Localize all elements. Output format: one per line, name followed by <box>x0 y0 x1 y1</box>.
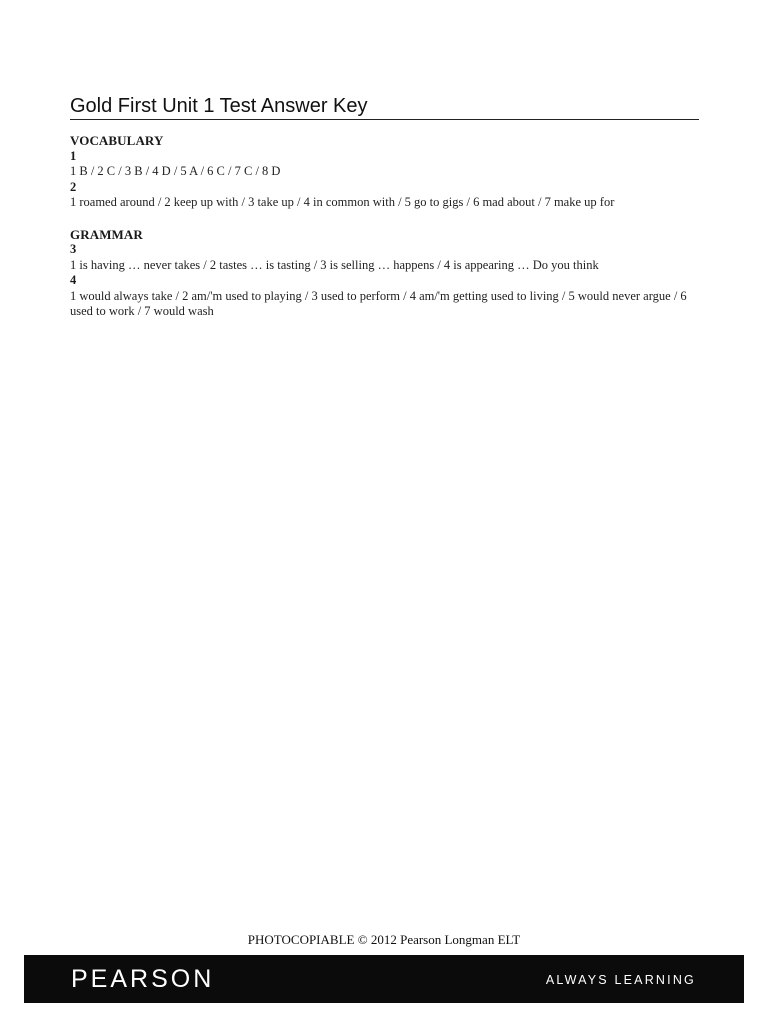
answer-key-content <box>70 133 699 320</box>
vocabulary-heading: VOCABULARY <box>70 133 164 148</box>
brand-tagline: ALWAYS LEARNING <box>545 973 696 987</box>
question-1-answers: 1 B / 2 C / 3 B / 4 D / 5 A / 6 C / 7 C / 8 D <box>70 164 281 178</box>
section-spacer <box>70 211 699 227</box>
question-2-answers: 1 roamed around / 2 keep up with / 3 take up / 4 in common with / 5 go to gigs / 6 mad about / 7 make up for <box>70 195 615 209</box>
page-title: Gold First Unit 1 Test Answer Key <box>70 94 699 120</box>
grammar-heading: GRAMMAR <box>70 226 143 242</box>
question-1-number: 1 <box>70 148 77 163</box>
question-3-number: 3 <box>70 242 77 256</box>
publisher-footer-bar <box>24 955 744 1003</box>
question-4-number: 4 <box>70 273 77 287</box>
question-4-answers: 1 would always take / 2 am/'m used to playing / 3 used to perform / 4 am/'m getting used to living / 5 would never argue / 6 used to work / 7 would wash <box>70 288 687 318</box>
question-3-answers: 1 is having … never takes / 2 tastes … is tasting / 3 is selling … happens / 4 is appearing … Do you think <box>70 257 599 272</box>
pearson-logo: PEARSON <box>71 965 215 993</box>
copyright-note: PHOTOCOPIABLE © 2012 Pearson Longman ELT <box>247 932 521 947</box>
question-2-number: 2 <box>70 179 77 194</box>
